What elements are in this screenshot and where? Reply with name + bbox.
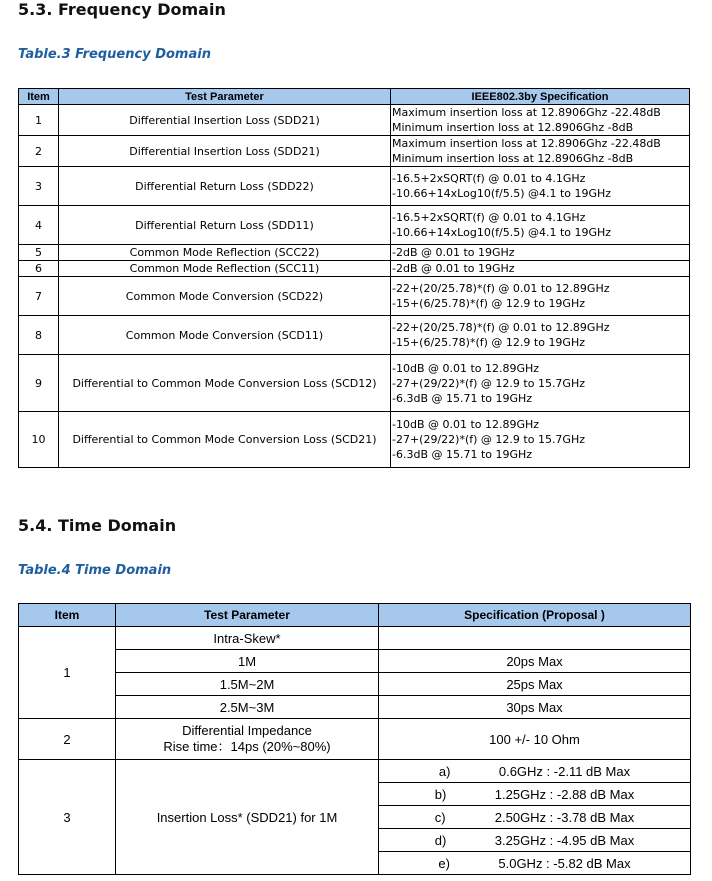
spec-value: 2.50GHz : -3.78 dB Max — [494, 809, 635, 825]
param-cell: Differential Insertion Loss (SDD21) — [59, 136, 391, 167]
table-row — [19, 760, 691, 783]
item-cell: 6 — [19, 261, 59, 277]
spec-line: -15+(6/25.78)*(f) @ 12.9 to 19GHz — [392, 336, 586, 349]
spec-label: b) — [434, 786, 447, 802]
item-cell: 1 — [19, 627, 116, 719]
table-row — [19, 167, 690, 206]
spec-line: Minimum insertion loss at 12.8906Ghz -8dB — [392, 121, 634, 134]
spec-cell — [391, 136, 690, 167]
param-cell — [116, 719, 379, 760]
spec-cell — [391, 316, 690, 355]
header-specification: IEEE802.3by Specification — [391, 89, 690, 105]
spec-line: -27+(29/22)*(f) @ 12.9 to 15.7GHz — [392, 433, 586, 446]
table-row — [19, 316, 690, 355]
spec-line: -6.3dB @ 15.71 to 19GHz — [392, 448, 533, 461]
spec-line: -6.3dB @ 15.71 to 19GHz — [392, 391, 533, 405]
spec-label: d) — [434, 832, 447, 848]
spec-line: -15+(6/25.78)*(f) @ 12.9 to 19GHz — [392, 297, 586, 310]
param-cell: Differential to Common Mode Conversion Loss (SCD21) — [59, 412, 391, 468]
table-row — [19, 105, 690, 136]
item-cell: 8 — [19, 316, 59, 355]
spec-label: a) — [438, 763, 451, 779]
spec-cell — [391, 167, 690, 206]
table-row — [19, 136, 690, 167]
spec-value: 0.6GHz : -2.11 dB Max — [498, 763, 631, 779]
table-row — [19, 627, 691, 650]
table-header-row — [19, 604, 691, 627]
spec-cell — [379, 852, 691, 875]
spec-cell: 20ps Max — [379, 650, 691, 673]
header-test-parameter: Test Parameter — [116, 604, 379, 627]
table-row — [19, 277, 690, 316]
table-row — [19, 412, 690, 468]
spec-line: -27+(29/22)*(f) @ 12.9 to 15.7GHz — [392, 376, 586, 390]
param-line: Differential Impedance — [182, 723, 312, 738]
item-cell: 9 — [19, 355, 59, 412]
param-cell: Differential Return Loss (SDD11) — [59, 206, 391, 245]
spec-cell — [379, 627, 691, 650]
item-cell: 5 — [19, 245, 59, 261]
spec-cell — [379, 783, 691, 806]
table-row — [19, 261, 690, 277]
spec-label: e) — [438, 855, 450, 871]
spec-cell — [391, 412, 690, 468]
header-specification: Specification (Proposal ) — [379, 604, 691, 627]
spec-line: -22+(20/25.78)*(f) @ 0.01 to 12.89GHz — [392, 282, 610, 295]
item-cell: 3 — [19, 760, 116, 875]
table-row — [19, 650, 691, 673]
table-header-row — [19, 89, 690, 105]
spec-line: -16.5+2xSQRT(f) @ 0.01 to 4.1GHz — [392, 172, 586, 185]
table-caption-frequency: Table.3 Frequency Domain — [18, 47, 211, 62]
spec-cell — [391, 206, 690, 245]
param-cell: 2.5M~3M — [116, 696, 379, 719]
spec-cell — [391, 245, 690, 261]
param-cell: 1.5M~2M — [116, 673, 379, 696]
section-title-time: 5.4. Time Domain — [18, 516, 177, 535]
spec-cell — [391, 105, 690, 136]
spec-line: -10.66+14xLog10(f/5.5) @4.1 to 19GHz — [392, 187, 612, 200]
item-cell: 1 — [19, 105, 59, 136]
table-row — [19, 206, 690, 245]
spec-line: -16.5+2xSQRT(f) @ 0.01 to 4.1GHz — [392, 211, 586, 224]
param-cell: Common Mode Reflection (SCC22) — [59, 245, 391, 261]
item-cell: 4 — [19, 206, 59, 245]
spec-cell — [379, 760, 691, 783]
table-caption-time: Table.4 Time Domain — [18, 563, 172, 578]
spec-cell — [391, 277, 690, 316]
spec-line: Minimum insertion loss at 12.8906Ghz -8dB — [392, 152, 634, 165]
item-cell: 2 — [19, 136, 59, 167]
spec-line: Maximum insertion loss at 12.8906Ghz -22.48dB — [392, 106, 661, 119]
spec-value: 5.0GHz : -5.82 dB Max — [498, 855, 631, 871]
item-cell: 2 — [19, 719, 116, 760]
spec-label: c) — [434, 809, 446, 825]
spec-value: 3.25GHz : -4.95 dB Max — [494, 832, 635, 848]
item-cell: 7 — [19, 277, 59, 316]
time-domain-table — [18, 603, 691, 875]
item-cell: 3 — [19, 167, 59, 206]
param-cell: Intra-Skew* — [116, 627, 379, 650]
table-row — [19, 719, 691, 760]
frequency-domain-table — [18, 88, 690, 468]
spec-cell — [379, 806, 691, 829]
table-row — [19, 696, 691, 719]
spec-line: -2dB @ 0.01 to 19GHz — [392, 246, 515, 259]
table-row — [19, 355, 690, 412]
spec-cell: 30ps Max — [379, 696, 691, 719]
spec-cell — [391, 355, 690, 412]
spec-line: -10dB @ 0.01 to 12.89GHz — [392, 361, 540, 375]
spec-value: 1.25GHz : -2.88 dB Max — [494, 786, 635, 802]
param-cell: Common Mode Reflection (SCC11) — [59, 261, 391, 277]
param-cell: Common Mode Conversion (SCD22) — [59, 277, 391, 316]
param-cell: Common Mode Conversion (SCD11) — [59, 316, 391, 355]
spec-line: -10dB @ 0.01 to 12.89GHz — [392, 418, 540, 431]
spec-line: Maximum insertion loss at 12.8906Ghz -22.48dB — [392, 137, 661, 150]
spec-cell: 25ps Max — [379, 673, 691, 696]
param-line: Rise time：14ps (20%~80%) — [163, 739, 331, 754]
param-cell: Differential Insertion Loss (SDD21) — [59, 105, 391, 136]
header-item: Item — [19, 89, 59, 105]
spec-line: -22+(20/25.78)*(f) @ 0.01 to 12.89GHz — [392, 321, 610, 334]
item-cell: 10 — [19, 412, 59, 468]
param-cell: Differential to Common Mode Conversion Loss (SCD12) — [59, 355, 391, 412]
param-cell: Differential Return Loss (SDD22) — [59, 167, 391, 206]
spec-line: -10.66+14xLog10(f/5.5) @4.1 to 19GHz — [392, 226, 612, 239]
spec-line: -2dB @ 0.01 to 19GHz — [392, 262, 515, 275]
param-cell: 1M — [116, 650, 379, 673]
spec-cell — [391, 261, 690, 277]
table-row — [19, 673, 691, 696]
section-title-frequency: 5.3. Frequency Domain — [18, 0, 226, 19]
spec-cell: 100 +/- 10 Ohm — [379, 719, 691, 760]
header-test-parameter: Test Parameter — [59, 89, 391, 105]
param-cell: Insertion Loss* (SDD21) for 1M — [116, 760, 379, 875]
header-item: Item — [19, 604, 116, 627]
table-row — [19, 245, 690, 261]
spec-cell — [379, 829, 691, 852]
